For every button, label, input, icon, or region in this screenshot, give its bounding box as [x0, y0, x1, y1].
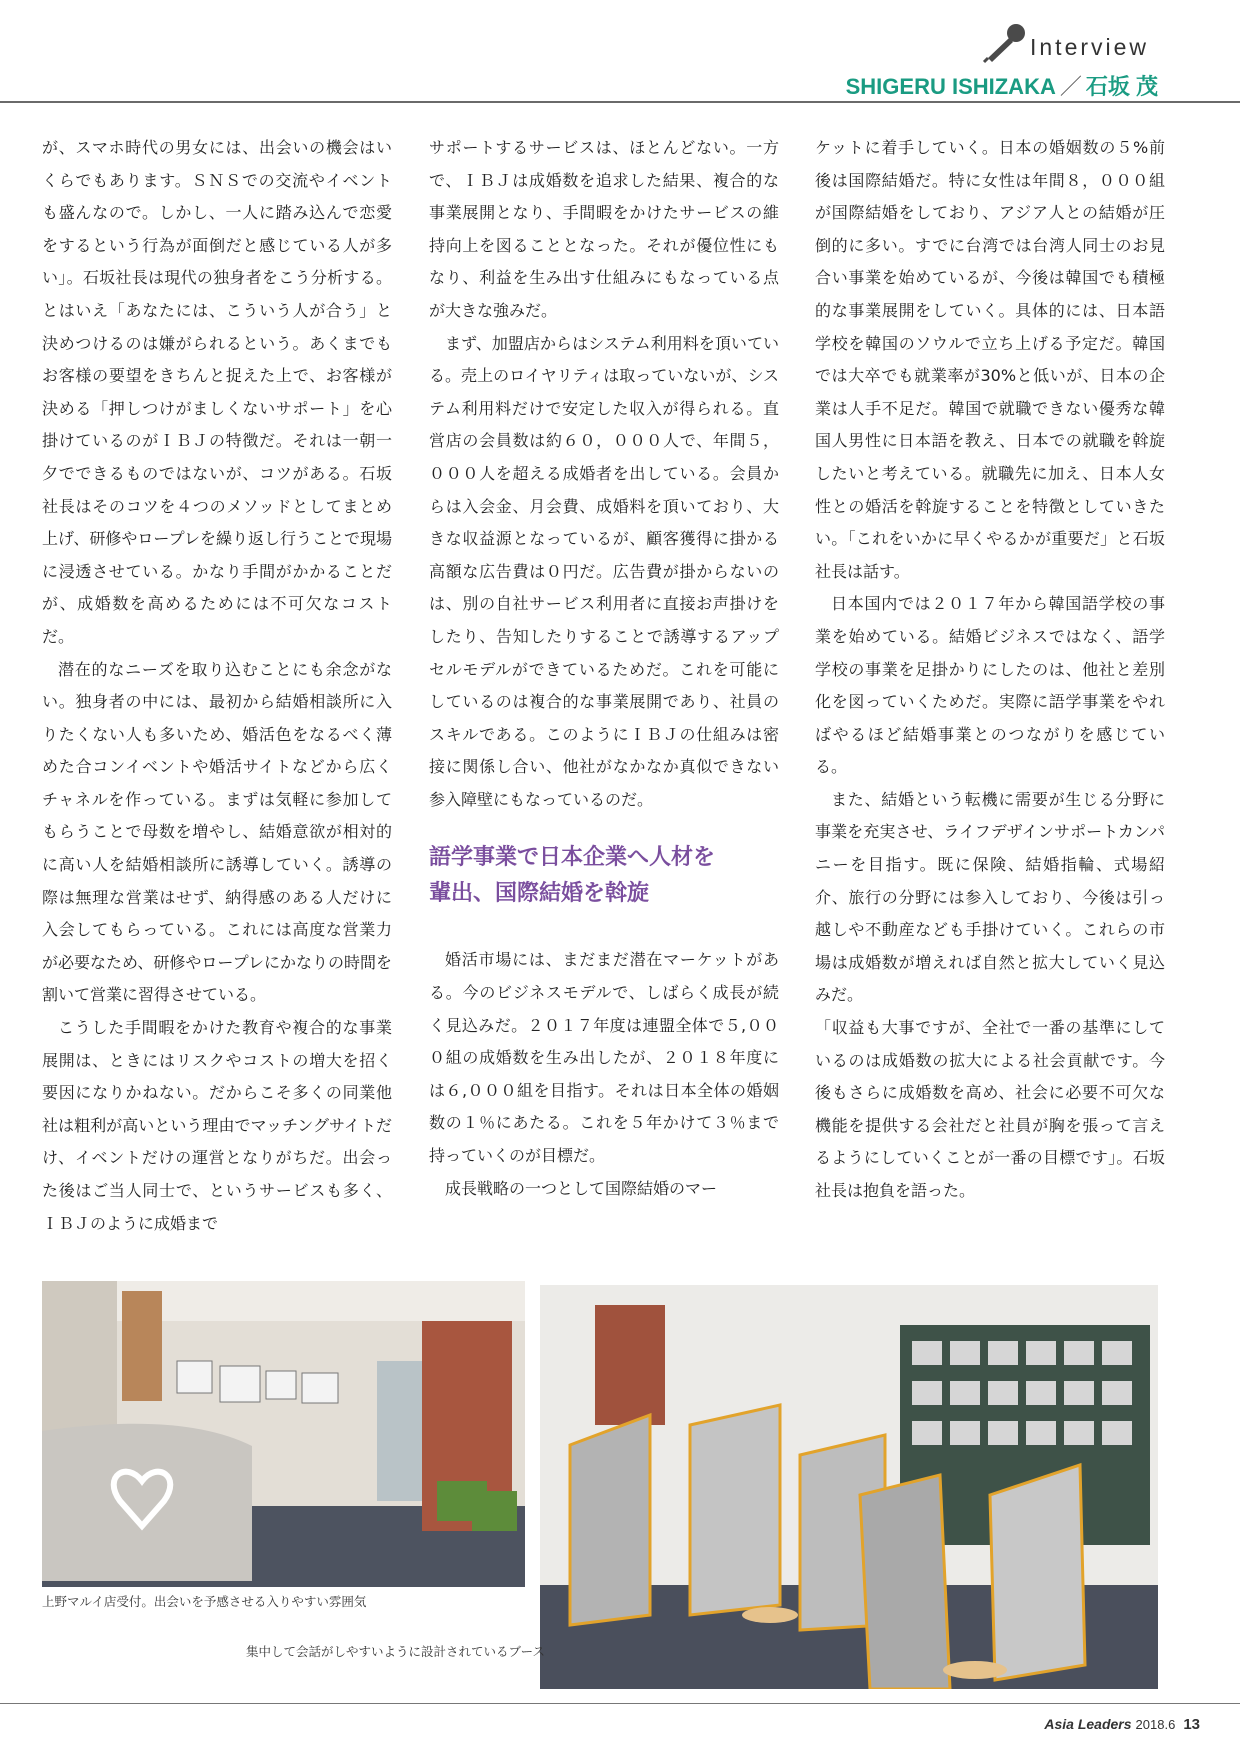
header-divider [0, 101, 1240, 103]
page-number: 13 [1183, 1716, 1200, 1733]
photo-caption-2: 集中して会話がしやすいように設計されているブース [246, 1644, 546, 1659]
reception-photo [42, 1281, 525, 1587]
article-column-1 [42, 132, 392, 1247]
interviewee-name [846, 70, 1158, 101]
interviewee-name-ja: 石坂 茂 [1085, 74, 1158, 99]
photo-caption-1: 上野マルイ店受付。出会いを予感させる入りやすい雰囲気 [42, 1594, 367, 1609]
subheading-line-1: 語学事業で日本企業へ人材を [429, 845, 716, 871]
article-column-3 [815, 132, 1165, 1247]
magazine-brand: Asia Leaders [1044, 1716, 1132, 1732]
section-label: Interview [1030, 34, 1150, 60]
subheading-line-2: 輩出、国際結婚を斡旋 [429, 881, 650, 907]
page-header [0, 0, 1240, 104]
interviewee-name-en: SHIGERU ISHIZAKA [845, 74, 1056, 99]
paragraph: また、結婚という転機に需要が生じる分野に事業を充実させ、ライフデザインサポートカンパニーを目指す。既に保険、結婚指輪、式場紹介、旅行の分野には参入しており、今後は引っ越しや不動産なども手掛けていく。これらの市場は成婚数が増えれば自然と拡大していく見込みだ。 [815, 789, 1165, 1005]
booths-illustration [540, 1285, 1158, 1689]
paragraph: 「収益も大事ですが、全社で一番の基準にしているのは成婚数の拡大による社会貢献です。今後もさらに成婚数を高め、社会に必要不可欠な機能を提供する会社だと社員が胸を張って言えるようにしていくことが一番の目標です」。石坂社長は抱負を語った。 [815, 1018, 1165, 1200]
name-separator: ／ [1059, 74, 1082, 99]
paragraph: 潜在的なニーズを取り込むことにも余念がない。独身者の中には、最初から結婚相談所に入りたくない人も多いため、婚活色をなるべく薄めた合コンイベントや婚活サイトなどから広くチャネルを作っている。まずは気軽に参加してもらうことで母数を増やし、結婚意欲が相対的に高い人を結婚相談所に誘導していく。誘導の際は無理な営業はせず、納得感のある人だけに入会してもらっている。これには高度な営業力が必要なため、研修やロープレにかなりの時間を割いて営業に習得させている。 [42, 659, 392, 1005]
issue-date: 2018.6 [1135, 1717, 1176, 1732]
paragraph: 婚活市場には、まだまだ潜在マーケットがある。今のビジネスモデルで、しばらく成長が続く見込みだ。２０１７年度は連盟全体で５,０００組の成婚数を生み出したが、２０１８年度には６,０００組を目指す。それは日本全体の婚姻数の１％にあたる。これを５年かけて３％まで持っていくのが目標だ。 [429, 950, 779, 1166]
booths-photo [540, 1285, 1158, 1689]
reception-illustration [42, 1281, 525, 1587]
paragraph: 成長戦略の一つとして国際結婚のマー [445, 1178, 718, 1198]
page-footer [1044, 1716, 1200, 1734]
article-column-2 [429, 132, 779, 1247]
subheading [429, 840, 779, 912]
paragraph: サポートするサービスは、ほとんどない。一方で、ＩＢＪは成婚数を追求した結果、複合的な事業展開となり、手間暇をかけたサービスの維持向上を図ることとなった。それが優位性にもなり、利益を生み出す仕組みにもなっている点が大きな強みだ。 [429, 138, 779, 320]
footer-divider [0, 1703, 1240, 1704]
paragraph: こうした手間暇をかけた教育や複合的な事業展開は、ときにはリスクやコストの増大を招く要因になりかねない。だからこそ多くの同業他社は粗利が高いという理由でマッチングサイトだけ、イベントだけの運営となりがちだ。出会った後はご当人同士で、というサービスも多く、ＩＢＪのように成婚まで [42, 1018, 392, 1233]
paragraph: ケットに着手していく。日本の婚姻数の５%前後は国際結婚だ。特に女性は年間８，０００組が国際結婚をしており、アジア人との結婚が圧倒的に多い。すでに台湾では台湾人同士のお見合い事業を始めているが、今後は韓国でも積極的な事業展開をしていく。具体的には、日本語学校を韓国のソウルで立ち上げる予定だ。韓国では大卒でも就業率が30%と低いが、日本の企業は人手不足だ。韓国で就職できない優秀な韓国人男性に日本語を教え、日本での就職を斡旋したいと考えている。就職先に加え、日本人女性との婚活を斡旋することを特徴としていきたい。「これをいかに早くやるかが重要だ」と石坂社長は話す。 [815, 138, 1165, 581]
paragraph: が、スマホ時代の男女には、出会いの機会はいくらでもあります。ＳＮＳでの交流やイベントも盛んなので。しかし、一人に踏み込んで恋愛をするという行為が面倒だと感じている人が多い」。石坂社長は現代の独身者をこう分析する。とはいえ「あなたには、こういう人が合う」と決めつけるのは嫌がられるという。あくまでもお客様の要望をきちんと捉えた上で、お客様が決める「押しつけがましくないサポート」を心掛けているのがＩＢＪの特徴だ。それは一朝一夕でできるものではないが、コツがある。石坂社長はそのコツを４つのメソッドとしてまとめ上げ、研修やロープレを繰り返し行うことで現場に浸透させている。かなり手間がかかることだが、成婚数を高めるためには不可欠なコストだ。 [42, 138, 392, 646]
paragraph: 日本国内では２０１７年から韓国語学校の事業を始めている。結婚ビジネスではなく、語学学校の事業を足掛かりにしたのは、他社と差別化を図っていくためだ。実際に語学事業をやればやるほど結婚事業とのつながりを感じている。 [815, 594, 1165, 777]
microphone-icon [982, 22, 1028, 64]
paragraph: まず、加盟店からはシステム利用料を頂いている。売上のロイヤリティは取っていないが、システム利用料だけで安定した収入が得られる。直営店の会員数は約６０，０００人で、年間５，０００人を超える成婚者を出している。会員からは入会金、月会費、成婚料を頂いており、大きな収益源となっているが、顧客獲得に掛かる高額な広告費は０円だ。広告費が掛からないのは、別の自社サービス利用者に直接お声掛けをしたり、告知したりすることで誘導するアップセルモデルができているためだ。これを可能にしているのは複合的な事業展開であり、社員のスキルである。このようにＩＢＪの仕組みは密接に関係し合い、他社がなかなか真似できない参入障壁にもなっているのだ。 [429, 333, 779, 809]
